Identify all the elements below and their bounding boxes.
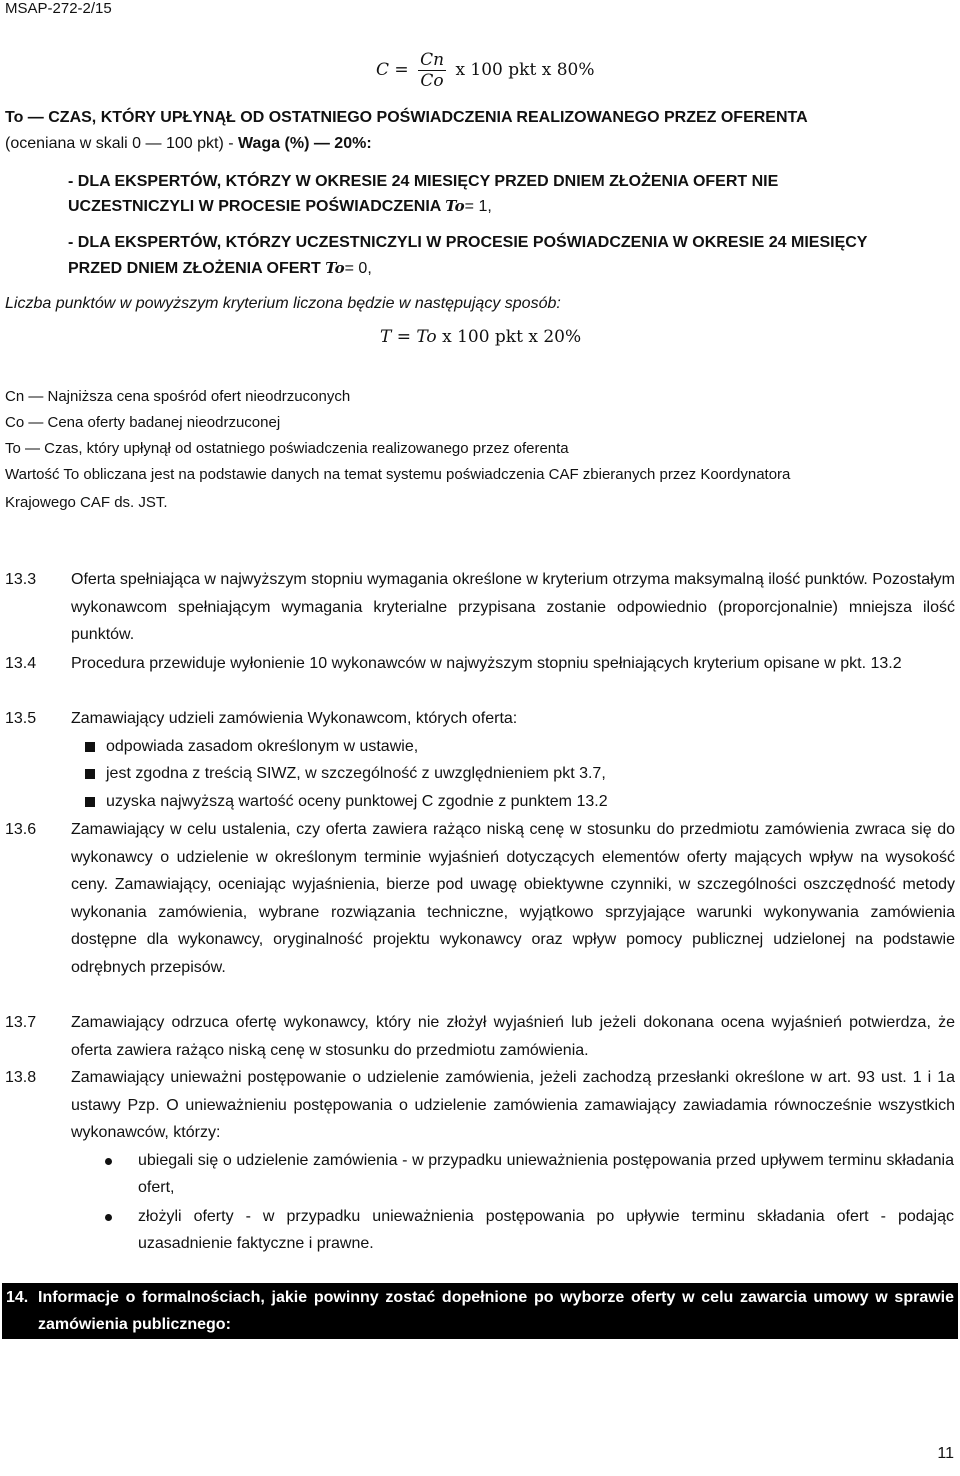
bullet-13-8-1: ubiegali się o udzielenie zamówienia - w przypadku unieważnienia postępowania przed upływem terminu składania ofert, bbox=[138, 1152, 954, 1196]
page-number: 11 bbox=[937, 1445, 954, 1462]
formula-c-numerator: Cn bbox=[420, 50, 445, 70]
legend-to-source-line1: Wartość To obliczana jest na podstawie danych na temat systemu poświadczenia CAF zbieranych przez Koordynatora bbox=[5, 466, 791, 483]
round-bullet-icon bbox=[105, 1158, 112, 1165]
item-13-8 bbox=[5, 1064, 955, 1147]
doc-id-header: MSAP-272-2/15 bbox=[5, 0, 112, 17]
to-option1-line1: - DLA EKSPERTÓW, KTÓRZY W OKRESIE 24 MIESIĘCY PRZED DNIEM ZŁOŻENIA OFERT NIE bbox=[68, 173, 779, 190]
formula-c-rhs: x 100 pkt x 80% bbox=[455, 60, 595, 80]
to-heading-weight: Waga (%) — 20%: bbox=[238, 135, 372, 152]
formula-t-lhs: T = bbox=[380, 327, 411, 347]
item-13-7 bbox=[5, 1009, 955, 1064]
calc-intro: Liczba punktów w powyższym kryterium liczona będzie w następujący sposób: bbox=[5, 295, 561, 312]
item-13-4 bbox=[5, 650, 955, 678]
item-13-3 bbox=[5, 566, 955, 649]
item-number: 13.7 bbox=[5, 1014, 37, 1031]
bullet-13-5-3: uzyska najwyższą wartość oceny punktowej C zgodnie z punktem 13.2 bbox=[106, 793, 608, 810]
formula-t-rhs: x 100 pkt x 20% bbox=[442, 327, 582, 347]
to-heading-line2 bbox=[5, 132, 372, 156]
item-number: 13.6 bbox=[5, 821, 37, 838]
to-option2-line2 bbox=[68, 256, 372, 281]
to-heading-line1: To — CZAS, KTÓRY UPŁYNĄŁ OD OSTATNIEGO POŚWIADCZENIA REALIZOWANEGO PRZEZ OFERENTA bbox=[5, 109, 808, 126]
round-bullet-icon bbox=[105, 1214, 112, 1221]
formula-c-fraction bbox=[418, 50, 446, 91]
bullet-13-5-2: jest zgodna z treścią SIWZ, w szczególność z uwzględnieniem pkt 3.7, bbox=[106, 765, 606, 782]
to-option1-value: = 1, bbox=[464, 198, 492, 215]
formula-c bbox=[376, 50, 594, 91]
item-number: 13.8 bbox=[5, 1069, 37, 1086]
formula-t bbox=[380, 327, 581, 347]
to-option1-line2 bbox=[68, 194, 492, 219]
to-option2-line1: - DLA EKSPERTÓW, KTÓRZY UCZESTNICZYLI W PROCESIE POŚWIADCZENIA W OKRESIE 24 MIESIĘCY bbox=[68, 234, 868, 251]
square-bullet-icon bbox=[85, 742, 95, 752]
square-bullet-icon bbox=[85, 797, 95, 807]
item-number: 13.5 bbox=[5, 710, 37, 727]
to-option2-text: PRZED DNIEM ZŁOŻENIA OFERT bbox=[68, 260, 321, 277]
legend-co: Co — Cena oferty badanej nieodrzuconej bbox=[5, 414, 281, 431]
square-bullet-icon bbox=[85, 769, 95, 779]
section-number: 14. bbox=[6, 1289, 29, 1306]
item-number: 13.4 bbox=[5, 655, 37, 672]
to-heading-scale: (oceniana w skali 0 — 100 pkt) - bbox=[5, 135, 238, 152]
bullet-13-8-2: złożyli oferty - w przypadku unieważnienia postępowania po upływie terminu składania ofert - podając uzasadnienie faktyczne i prawne. bbox=[138, 1208, 954, 1252]
to-option1-var: To bbox=[445, 197, 465, 215]
item-text: Zamawiający unieważni postępowanie o udzielenie zamówienia, jeżeli zachodzą przesłanki określone w art. 93 ust. 1 i 1a ustawy Pzp. O unieważnieniu postępowania o udzielenie zamówienia zamawiający zawiadamia równocześnie wszystkich wykonawców, którzy: bbox=[71, 1069, 955, 1141]
item-text: Zamawiający udzieli zamówienia Wykonawcom, których oferta: bbox=[71, 710, 518, 727]
section-title: Informacje o formalnościach, jakie powinny zostać dopełnione po wyborze oferty w celu zawarcia umowy w sprawie zamówienia publicznego: bbox=[38, 1289, 954, 1333]
section-14-heading bbox=[2, 1283, 958, 1339]
formula-c-lhs: C = bbox=[376, 60, 409, 80]
item-text: Zamawiający w celu ustalenia, czy oferta zawiera rażąco niską cenę w stosunku do przedmiotu zamówienia zwraca się do wykonawcy o udzielenie w określonym terminie wyjaśnień dotyczących elementów oferty mających wpływ na wysokość ceny. Zamawiający, oceniając wyjaśnienia, bierze pod uwagę obiektywne czynniki, w szczególności oszczędność metody wykonania zamówienia, wybrane rozwiązania techniczne, wyjątkowo sprzyjające warunki wykonywania zamówienia dostępne dla wykonawcy, oryginalność projektu wykonawcy oraz wpływ pomocy publicznej udzielonej na podstawie odrębnych przepisów. bbox=[71, 821, 955, 976]
to-option1-text: UCZESTNICZYLI W PROCESIE POŚWIADCZENIA bbox=[68, 198, 441, 215]
item-13-5 bbox=[5, 705, 955, 733]
item-text: Zamawiający odrzuca ofertę wykonawcy, który nie złożył wyjaśnień lub jeżeli dokonana ocena wyjaśnień potwierdza, że oferta zawiera rażąco niską cenę w stosunku do przedmiotu zamówienia. bbox=[71, 1014, 955, 1059]
item-text: Oferta spełniająca w najwyższym stopniu wymagania określone w kryterium otrzyma maksymalną ilość punktów. Pozostałym wykonawcom spełniającym wymagania kryterialne przypisana zostanie odpowiednio (proporcjonalnie) mniejsza ilość punktów. bbox=[71, 571, 955, 643]
formula-t-var: To bbox=[416, 327, 437, 347]
formula-c-denominator: Co bbox=[420, 71, 444, 91]
legend-cn: Cn — Najniższa cena spośród ofert nieodrzuconych bbox=[5, 388, 351, 405]
item-number: 13.3 bbox=[5, 571, 37, 588]
legend-to-source-line2: Krajowego CAF ds. JST. bbox=[5, 494, 168, 511]
to-option2-value: = 0, bbox=[344, 260, 372, 277]
to-option2-var: To bbox=[325, 259, 345, 277]
item-13-6 bbox=[5, 816, 955, 981]
bullet-13-5-1: odpowiada zasadom określonym w ustawie, bbox=[106, 738, 419, 755]
item-text: Procedura przewiduje wyłonienie 10 wykonawców w najwyższym stopniu spełniających kryterium opisane w pkt. 13.2 bbox=[71, 655, 902, 672]
legend-to: To — Czas, który upłynął od ostatniego poświadczenia realizowanego przez oferenta bbox=[5, 440, 569, 457]
